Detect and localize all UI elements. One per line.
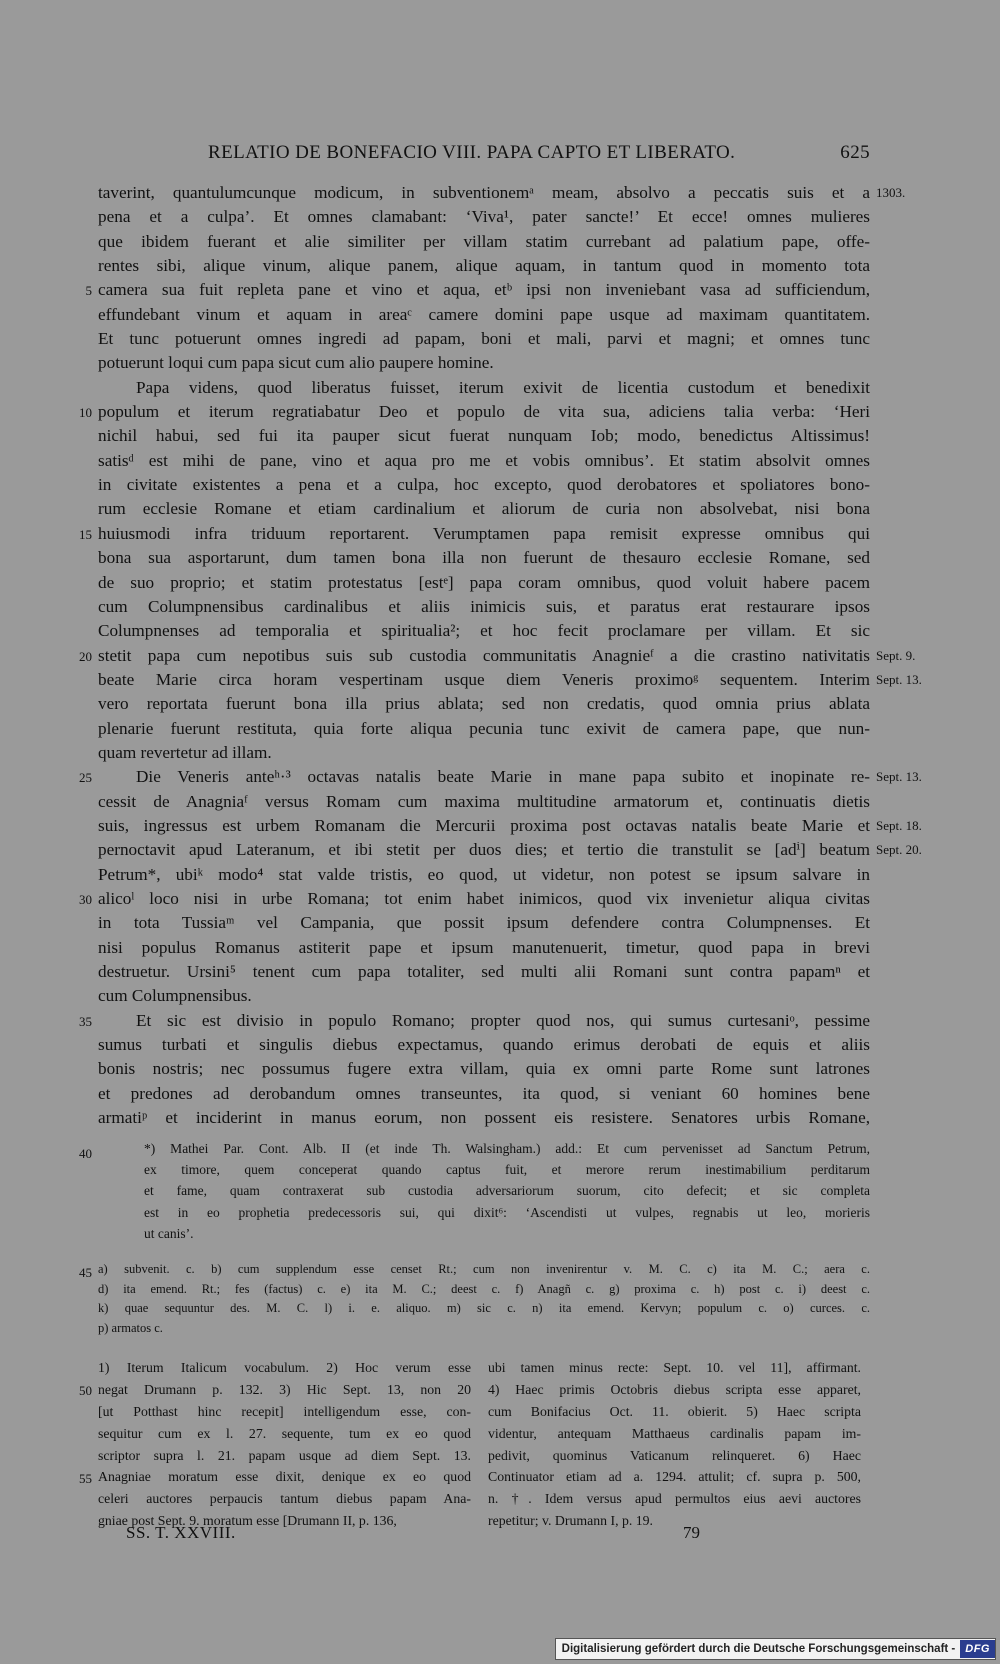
text-line: alicoˡ loco nisi in urbe Romana; tot enim habet inimicos, quod vix invenietur aliqua civitas [98,888,870,908]
text-line: sumus turbati et singulis diebus expectamus, quando erimus derobati de equis et aliis [98,1035,870,1055]
text-line: Et sic est divisio in populo Romano; propter quod nos, qui sumus curtesaniᵒ, pessime [136,1010,870,1030]
addnote-line: est in eo prophetia predecessoris sui, qui dixit⁶: ‘Ascendisti ut vulpes, regnabis ut leo, morieris [144,1204,870,1220]
text-line: huiusmodi infra triduum reportarent. Verumptamen papa remisit expresse omnibus qui [98,523,870,543]
footnote-line: pedivit, quominus Vaticanum relinqueret. 6) Haec [488,1447,861,1463]
note-line-number: 50 [79,1382,92,1398]
line-number: 30 [79,892,92,908]
line-number: 25 [79,770,92,786]
text-line: beate Marie circa horam vespertinam usque diem Veneris proximoᵍ sequentem. Interim [98,669,870,689]
footnote-line: repetitur; v. Drumann I, p. 19. [488,1513,654,1529]
text-line: plenarie fuerunt restituta, quia forte aliqua pecunia tunc exivit de camera pape, que nun- [98,718,870,738]
footnotes-right-column [488,1357,861,1532]
text-line: rum ecclesie Romane et etiam cardinalium et aliorum de curia non absolvebat, nisi bona [98,499,870,519]
text-line: camera sua fuit repleta pane et vino et aqua, etᵇ ipsi non inveniebant vasa ad sufficiendum, [98,280,870,300]
footnote-line: Continuator etiam ad a. 1294. attulit; cf. supra p. 500, [488,1469,861,1485]
additional-note [98,1138,870,1244]
text-line: cessit de Anagniaᶠ versus Romam cum maxima multitudine armatorum et, continuatis dietis [98,791,870,811]
footnotes-left-column [98,1357,471,1532]
dfg-logo-icon: DFG [960,1640,995,1658]
text-line: destruetur. Ursini⁵ tenent cum papa totaliter, sed multi alii Romani sunt contra papamⁿ et [98,962,870,981]
text-line: Die Veneris anteʰ·³ octavas natalis beate Marie in mane papa subito et inopinate re- [136,767,870,787]
margin-date: Sept. 13. [876,672,922,687]
footnote-line: n. †. Idem versus apud permultos eius aevi auctores [488,1491,861,1507]
running-header [98,142,870,166]
line-number: 5 [85,283,92,299]
text-line: quam revertetur ad illam. [98,742,272,762]
text-line: vero reportata fuerunt bona illa prius ablata; sed non credatis, quod omnia prius ablata [98,694,870,714]
text-line: cum Columpnensibus. [98,986,252,1006]
main-text [98,181,870,1130]
text-line: in civitate existentes a pena et a culpa, hoc excepto, quod derobatores et spoliatores bono- [98,475,870,495]
variant-line: a) subvenit. c. b) cum supplendum esse censet Rt.; cum non invenirentur v. M. C. c) ita M. C.; aera c. [98,1262,870,1276]
text-line: bonis nostris; nec possumus fugere extra villam, quia ex omni parte Rome sunt latrones [98,1059,870,1079]
text-line: Papa videns, quod liberatus fuisset, iterum exivit de licentia custodum et benedixit [136,377,870,397]
variant-readings [98,1260,870,1338]
variants-line-number: 45 [79,1265,92,1280]
footnote-line: [ut Potthast hinc recepit] intelligendum esse, con- [98,1403,471,1419]
line-number: 35 [79,1013,92,1029]
line-number: 10 [79,405,92,421]
text-line: de suo proprio; et statim protestatus [estᵉ] papa coram omnibus, quod voluit habere pacem [98,572,870,592]
text-line: satisᵈ est mihi de pane, vino et aqua pro me et vobis omnibus’. Et statim absolvit omnes [98,450,870,470]
footnotes [98,1357,870,1537]
dfg-banner[interactable] [555,1638,996,1660]
text-line: pena et a culpa’. Et omnes clamabant: ‘Viva¹, pater sancte!’ Et ecce! omnes mulieres [98,207,870,227]
text-line: Et tunc potuerunt omnes ingredi ad papam, boni et mali, parvi et magni; et omnes tunc [98,329,870,349]
addnote-line: ut canis’. [144,1225,194,1241]
page-footer [98,1523,870,1547]
addnote-line: ex timore, quem conceperat quando captus fuit, et merore rerum inestimabilium perditarum [144,1162,870,1178]
text-line: potuerunt loqui cum papa sicut cum alio paupere homine. [98,353,494,373]
running-title: RELATIO DE BONEFACIO VIII. PAPA CAPTO ET LIBERATO. [208,142,736,163]
footnote-line: Anagniae moratum esse dixit, denique ex eo quod [98,1469,471,1485]
text-line: bona sua asportarunt, dum tamen bona illa non fuerunt de thesauro ecclesie Romane, sed [98,548,870,568]
variant-line: p) armatos c. [98,1320,163,1335]
footnote-line: cum Bonifacius Oct. 11. obierit. 5) Haec scripta [488,1403,861,1419]
addnote-line: *) Mathei Par. Cont. Alb. II (et inde Th. Walsingham.) add.: Et cum pervenisset ad Sanctum Petrum, [144,1141,870,1156]
sheet-number: 79 [683,1523,700,1542]
footnote-line: gniae post Sept. 9. moratum esse [Drumann II, p. 136, [98,1513,397,1529]
margin-date: Sept. 13. [876,769,922,785]
margin-date: Sept. 9. [876,647,916,663]
text-line: suis, ingressus est urbem Romanam die Mercurii proxima post octavas natalis beate Marie et [98,815,870,835]
page-number: 625 [840,142,870,163]
text-line: Columpnenses ad temporalia et spiritualia²; et hoc fecit proclamare per villam. Et sic [98,621,870,641]
text-line: et predones ad derobandum omnes transeuntes, ita quod, si veniant 60 homines bene [98,1083,870,1103]
footnote-line: 4) Haec primis Octobris diebus scripta esse apparet, [488,1381,861,1397]
text-line: rentes sibi, alique vinum, alique panem, alique aquam, in tantum quod in momento tota [98,256,870,276]
margin-date: Sept. 18. [876,818,922,834]
addnote-line-number: 40 [79,1146,92,1161]
text-line: armatiᵖ et inciderint in manus eorum, non possent eis resistere. Senatores urbis Romane, [98,1108,870,1128]
variant-line: k) quae sequuntur des. M. C. l) i. e. aliquo. m) sic c. n) ita emend. Kervyn; populum c. o) curces. c. [98,1301,870,1315]
text-line: taverint, quantulumcunque modicum, in subventionemᵃ meam, absolvo a peccatis suis et a [98,183,870,202]
text-line: cum Columpnensibus cardinalibus et aliis inimicis suis, et paratus erat restaurare ipsos [98,596,870,616]
dfg-text: Digitalisierung gefördert durch die Deutsche Forschungsgemeinschaft - [561,1643,956,1655]
footnote-line: videntur, antequam Matthaeus cardinalis papam im- [488,1425,861,1441]
text-line: populum et iterum regratiabatur Deo et populo de vita sua, adiciens talia verba: ‘Heri [98,402,870,422]
addnote-line: et fame, quam contraxerat sub custodia adversariorum suorum, cito defecit; et sic completa [144,1183,870,1199]
text-line: effundebant vinum et aquam in areaᶜ camere domini pape usque ad maximam quantitatem. [98,304,870,324]
text-line: in tota Tussiaᵐ vel Campania, que possit ipsum defendere contra Columpnenses. Et [98,913,870,933]
variant-line: d) ita emend. Rt.; fes (factus) c. e) ita M. C.; deest c. f) Anagñ c. g) proxima c. h) post c. i) deest c. [98,1281,870,1296]
text-line: stetit papa cum nepotibus suis sub custodia communitatis Anagnieᶠ a die crastino nativitatis [98,645,870,665]
line-number: 15 [79,526,92,542]
volume-signature: SS. T. XXVIII. [126,1523,236,1542]
margin-date: Sept. 20. [876,842,922,858]
margin-date: 1303. [876,185,906,200]
footnote-line: 1) Iterum Italicum vocabulum. 2) Hoc verum esse [98,1360,471,1375]
footnote-line: celeri auctores perpaucis tantum diebus papam Ana- [98,1491,471,1507]
text-line: Petrum*, ubiᵏ modo⁴ stat valde tristis, eo quod, ut videtur, non potest se ipsum salvare in [98,864,870,884]
footnote-line: scriptor supra l. 21. papam usque ad diem Sept. 13. [98,1447,471,1463]
text-line: nichil habui, sed fui ita pauper sicut fuerat nunquam Iob; modo, benedictus Altissimus! [98,426,870,446]
note-line-number: 55 [79,1470,92,1486]
footnote-line: ubi tamen minus recte: Sept. 10. vel 11], affirmant. [488,1360,861,1375]
line-number: 20 [79,648,92,664]
footnote-line: sequitur cum ex l. 27. sequente, tum ex eo quod [98,1425,471,1441]
text-line: pernoctavit apud Lateranum, et ibi stetit per duos dies; et tertio die transtulit se [adⁱ] beatum [98,840,870,860]
text-line: que ibidem fuerant et alie similiter per villam statim currebant ad palatium pape, offe- [98,231,870,251]
footnote-line: negat Drumann p. 132. 3) Hic Sept. 13, non 20 [98,1381,471,1397]
text-line: nisi populus Romanus astiterit pape et ipsum manutenuerit, timetur, quod papa in brevi [98,937,870,957]
